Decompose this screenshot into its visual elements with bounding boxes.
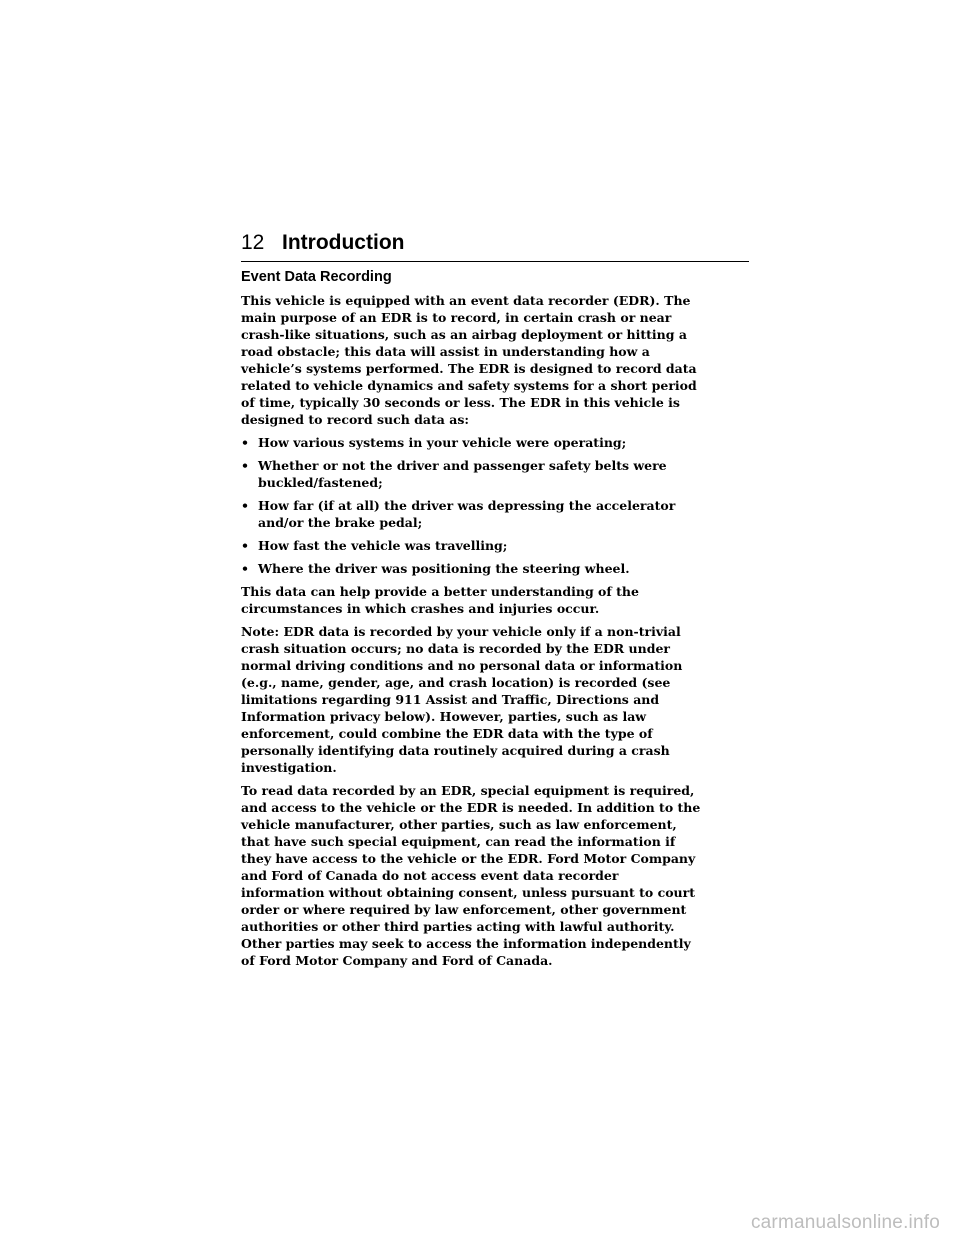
- text-line: Note: EDR data is recorded by your vehicle only if a non-trivial: [241, 624, 681, 639]
- text-line: and/or the brake pedal;: [258, 515, 423, 530]
- list-item: [241, 537, 751, 554]
- list-item: [241, 434, 751, 451]
- text-line: designed to record such data as:: [241, 412, 469, 427]
- text-line: (e.g., name, gender, age, and crash location) is recorded (see: [241, 675, 671, 690]
- list-item: [241, 457, 751, 491]
- text-line: Other parties may seek to access the information independently: [241, 936, 691, 951]
- text-line: This vehicle is equipped with an event data recorder (EDR). The: [241, 293, 691, 308]
- page-header: [241, 229, 749, 262]
- text-line: personally identifying data routinely acquired during a crash: [241, 743, 670, 758]
- text-line: of Ford Motor Company and Ford of Canada.: [241, 953, 553, 968]
- list-item: [241, 497, 751, 531]
- text-line: normal driving conditions and no personal data or information: [241, 658, 683, 673]
- text-line: main purpose of an EDR is to record, in certain crash or near: [241, 310, 672, 325]
- text-line: information without obtaining consent, unless pursuant to court: [241, 885, 696, 900]
- text-line: that have such special equipment, can read the information if: [241, 834, 676, 849]
- site-watermark: carmanualsonline.info: [750, 1212, 940, 1233]
- read-data-paragraph: [241, 782, 751, 969]
- text-line: crash-like situations, such as an airbag deployment or hitting a: [241, 327, 687, 342]
- text-line: they have access to the vehicle or the EDR. Ford Motor Company: [241, 851, 696, 866]
- text-line: This data can help provide a better understanding of the: [241, 584, 639, 599]
- text-line: buckled/fastened;: [258, 475, 383, 490]
- text-line: How fast the vehicle was travelling;: [258, 538, 508, 553]
- text-line: order or where required by law enforcement, other government: [241, 902, 687, 917]
- bullet-icon: •: [241, 561, 249, 576]
- intro-paragraph: [241, 292, 751, 428]
- bullet-icon: •: [241, 498, 249, 513]
- text-line: crash situation occurs; no data is recorded by the EDR under: [241, 641, 670, 656]
- text-line: To read data recorded by an EDR, special equipment is required,: [241, 783, 695, 798]
- text-line: Information privacy below). However, parties, such as law: [241, 709, 647, 724]
- text-line: and Ford of Canada do not access event data recorder: [241, 868, 619, 883]
- bullet-icon: •: [241, 458, 249, 473]
- text-line: related to vehicle dynamics and safety systems for a short period: [241, 378, 697, 393]
- text-line: How far (if at all) the driver was depressing the accelerator: [258, 498, 676, 513]
- page-content: [241, 269, 751, 975]
- text-line: Where the driver was positioning the steering wheel.: [258, 561, 630, 576]
- bullet-icon: •: [241, 538, 249, 553]
- help-paragraph: [241, 583, 751, 617]
- text-line: vehicle manufacturer, other parties, such as law enforcement,: [241, 817, 677, 832]
- text-line: vehicle’s systems performed. The EDR is designed to record data: [241, 361, 697, 376]
- note-paragraph: [241, 623, 751, 776]
- text-line: enforcement, could combine the EDR data with the type of: [241, 726, 653, 741]
- text-line: road obstacle; this data will assist in understanding how a: [241, 344, 650, 359]
- page-number: 12: [241, 231, 265, 254]
- text-line: of time, typically 30 seconds or less. The EDR in this vehicle is: [241, 395, 680, 410]
- bullet-icon: •: [241, 435, 249, 450]
- section-heading: Event Data Recording: [241, 269, 392, 285]
- text-line: authorities or other third parties acting with lawful authority.: [241, 919, 675, 934]
- text-line: limitations regarding 911 Assist and Traffic, Directions and: [241, 692, 660, 707]
- list-item: [241, 560, 751, 577]
- text-line: and access to the vehicle or the EDR is needed. In addition to the: [241, 800, 701, 815]
- text-line: Whether or not the driver and passenger safety belts were: [258, 458, 667, 473]
- text-line: circumstances in which crashes and injuries occur.: [241, 601, 600, 616]
- text-line: How various systems in your vehicle were operating;: [258, 435, 627, 450]
- chapter-title: Introduction: [282, 231, 405, 254]
- recorded-data-list: [241, 434, 751, 577]
- text-line: investigation.: [241, 760, 337, 775]
